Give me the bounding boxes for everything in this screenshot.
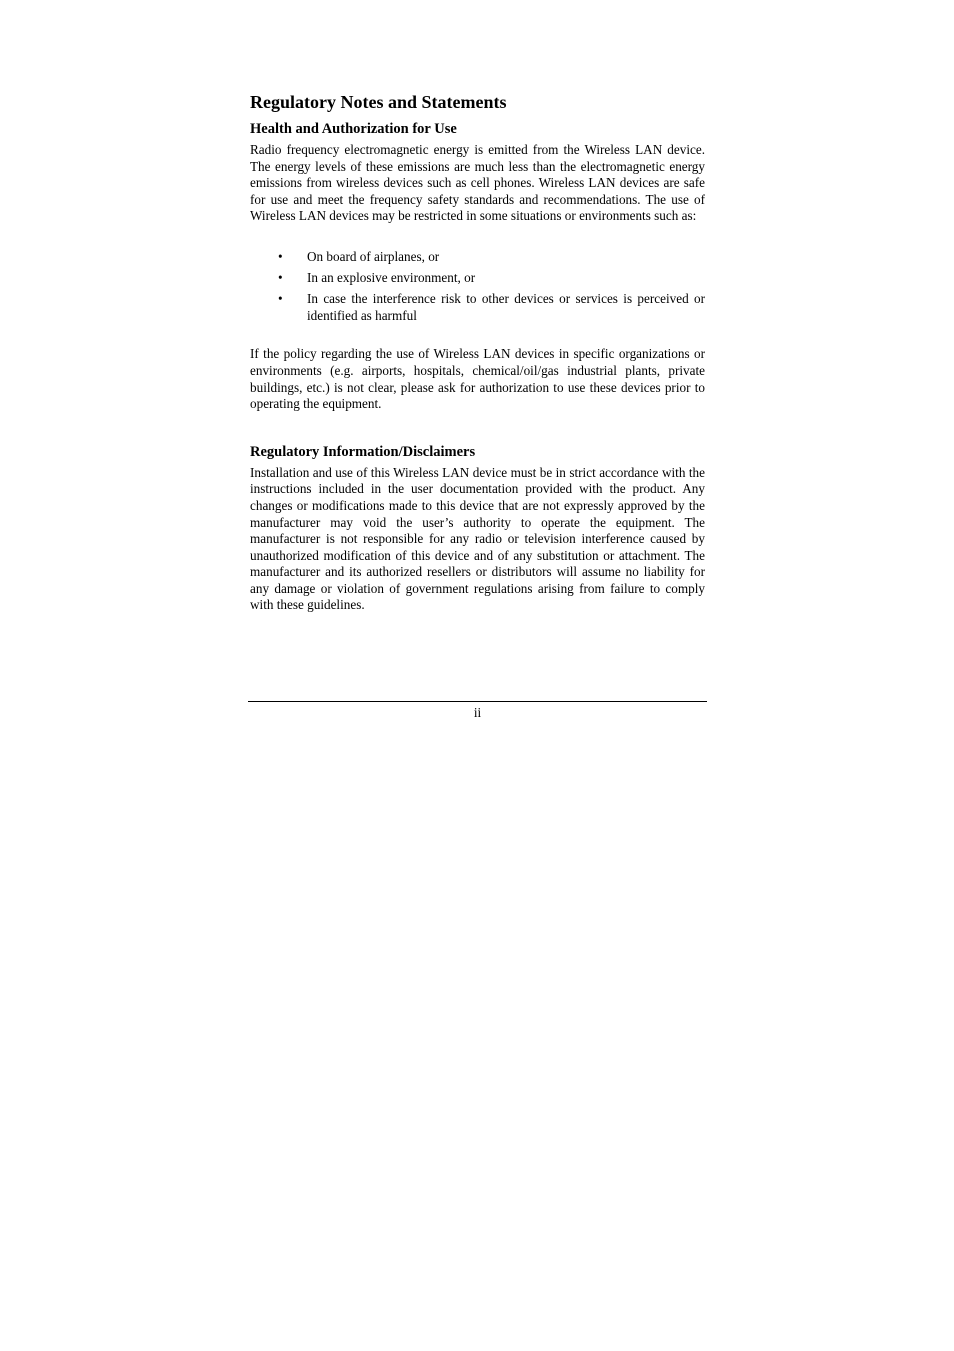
- footer-divider: [248, 701, 707, 702]
- section-heading-health: Health and Authorization for Use: [250, 121, 457, 137]
- page-title: Regulatory Notes and Statements: [250, 92, 507, 112]
- bullet-icon: •: [278, 291, 283, 307]
- section-health-authorization: [250, 120, 705, 413]
- restriction-list: [250, 249, 705, 324]
- page-content: [250, 90, 705, 614]
- page-number: ii: [473, 705, 482, 720]
- bullet-icon: •: [278, 270, 283, 286]
- list-item-text: In an explosive environment, or: [307, 270, 476, 286]
- list-item: [250, 291, 705, 324]
- list-item-text: On board of airplanes, or: [307, 248, 440, 264]
- intro-paragraph: Radio frequency electromagnetic energy is emitted from the Wireless LAN device. The energy levels of these emissions are much less than the electromagnetic energy emissions from wireless devices such as cell phones. Wireless LAN devices are safe for use and meet the frequency safety standards and recommendations. The use of Wireless LAN devices may be restricted in some situations or environments such as:: [250, 142, 705, 224]
- list-item: [250, 270, 705, 287]
- list-item: [250, 249, 705, 266]
- section-heading-disclaimers: Regulatory Information/Disclaimers: [250, 443, 476, 460]
- bullet-icon: •: [278, 248, 283, 264]
- disclaimer-paragraph: Installation and use of this Wireless LAN device must be in strict accordance with the instructions included in the user documentation provided with the product. Any changes or modifications made to this device that are not expressly approved by the manufacturer may void the user’s authority to operate the equipment. The manufacturer is not responsible for any radio or television interference caused by unauthorized modification of this device and of any substitution or attachment. The manufacturer and its authorized resellers or distributors will assume no liability for any damage or violation of government regulations arising from failure to comply with these guidelines.: [250, 464, 705, 613]
- section-regulatory-disclaimers: [250, 443, 705, 614]
- policy-paragraph: If the policy regarding the use of Wireless LAN devices in specific organizations or environments (e.g. airports, hospitals, chemical/oil/gas industrial plants, private buildings, etc.) is not clear, please ask for authorization to use these devices prior to operating the equipment.: [250, 346, 705, 412]
- list-item-text: In case the interference risk to other devices or services is perceived or identified as harmful: [307, 291, 705, 323]
